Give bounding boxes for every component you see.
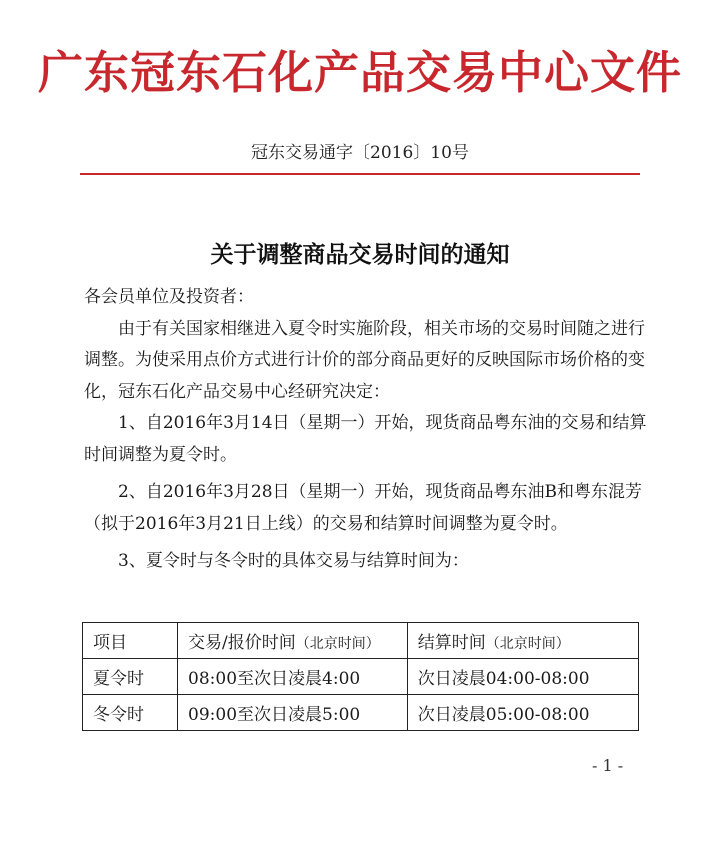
issuer-header-title: 广东冠东石化产品交易中心文件 <box>37 46 682 99</box>
header-settle-label: 结算时间 <box>417 633 486 653</box>
header-cell-trade-time <box>178 623 408 659</box>
notice-title: 关于调整商品交易时间的通知 <box>210 241 510 268</box>
paragraph-intro: 由于有关国家相继进入夏令时实施阶段，相关市场的交易时间随之进行调整。为使采用点价方式进行计价的部分商品更好的反映国际市场价格的变化，冠东石化产品交易中心经研究决定： <box>84 318 645 402</box>
paragraph-item-1: 1、自2016年3月14日（星期一）开始，现货商品粤东油的交易和结算时间调整为夏令时。 <box>84 413 647 465</box>
salutation: 各会员单位及投资者： <box>84 287 254 307</box>
document-number: 冠东交易通字〔2016〕10号 <box>251 143 469 163</box>
header-cell-item: 项目 <box>83 623 178 659</box>
table-row <box>83 659 639 695</box>
header-trade-note: （北京时间） <box>295 636 380 652</box>
header-settle-note: （北京时间） <box>485 636 570 652</box>
trading-schedule-table <box>82 622 639 731</box>
paragraph-item-2: 2、自2016年3月28日（星期一）开始，现货商品粤东油B和粤东混芳（拟于2016年3月21日上线）的交易和结算时间调整为夏令时。 <box>84 482 643 534</box>
page-number: - 1 - <box>592 756 624 775</box>
row-settle-winter: 次日凌晨05:00-08:00 <box>407 695 638 731</box>
red-divider-line <box>80 173 640 175</box>
header-trade-label: 交易/报价时间 <box>188 633 296 653</box>
header-cell-settle-time <box>407 623 638 659</box>
row-item-summer: 夏令时 <box>83 659 178 695</box>
row-settle-summer: 次日凌晨04:00-08:00 <box>407 659 638 695</box>
table-header-row <box>83 623 639 659</box>
row-item-winter: 冬令时 <box>83 695 178 731</box>
notice-body <box>84 282 654 578</box>
row-trade-summer: 08:00至次日凌晨4:00 <box>178 659 408 695</box>
paragraph-item-3: 3、夏令时与冬令时的具体交易与结算时间为： <box>118 551 469 571</box>
row-trade-winter: 09:00至次日凌晨5:00 <box>178 695 408 731</box>
table-row <box>83 695 639 731</box>
